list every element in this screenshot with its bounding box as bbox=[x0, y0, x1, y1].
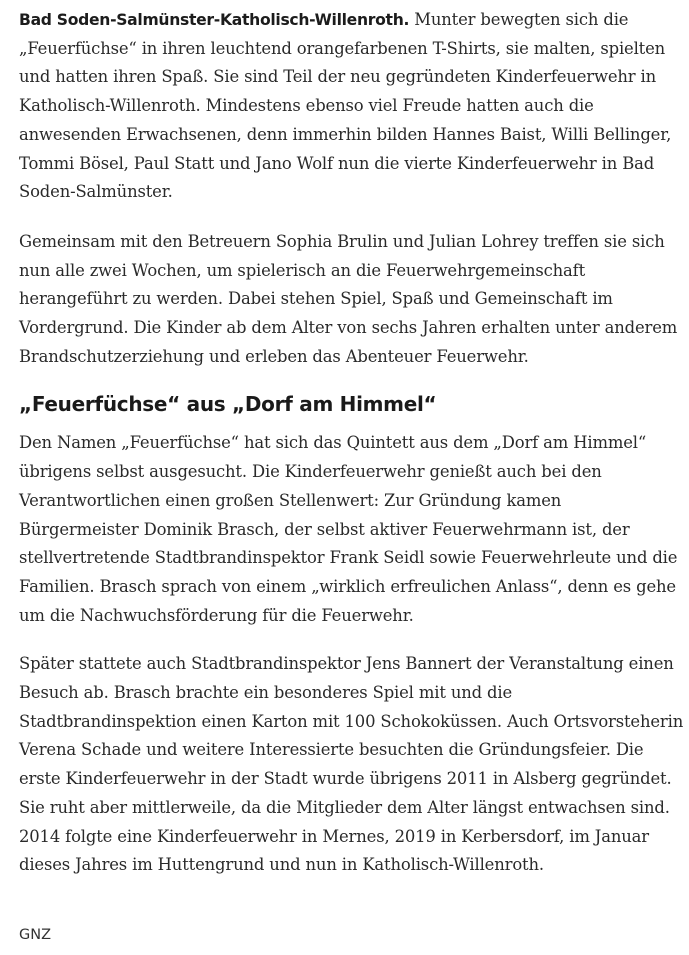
article-subheading: „Feuerfüchse“ aus „Dorf am Himmel“ bbox=[19, 392, 437, 417]
article-paragraph-3: Den Namen „Feuerfüchse“ hat sich das Quintett aus dem „Dorf am Himmel“ übrigens selbst ausgesucht. Die Kinderfeuerwehr genießt auch bei den Verantwortlichen einen großen Stellenwert: Zur Gründung kamen Bürgermeister Dominik Brasch, der selbst aktiver Feuerwehrmann ist, der stellvertretende Stadtbrandinspektor Frank Seidl sowie Feuerwehrleute und die Familien. Brasch sprach von einem „wirklich erfreulichen Anlass“, denn es gehe um die Nachwuchsförderung für die Feuerwehr. bbox=[19, 433, 678, 625]
source-credit: GNZ bbox=[19, 927, 52, 943]
article-paragraph-4: Später stattete auch Stadtbrandinspektor Jens Bannert der Veranstaltung einen Besuch ab. Brasch brachte ein besonderes Spiel mit und die Stadtbrandinspektion einen Karton mit 100 Schokoküssen. Auch Ortsvorsteherin Verena Schade und weitere Interessierte besuchten die Gründungsfeier. Die erste Kinderfeuerwehr in der Stadt wurde übrigens 2011 in Alsberg gegründet. Sie ruht aber mittlerweile, da die Mitglieder dem Alter längst entwachsen sind. 2014 folgte eine Kinderfeuerwehr in Mernes, 2019 in Kerbersdorf, im Januar dieses Jahres im Huttengrund und nun in Katholisch-Willenroth. bbox=[19, 654, 684, 875]
article-paragraph-2: Gemeinsam mit den Betreuern Sophia Brulin und Julian Lohrey treffen sie sich nun alle zwei Wochen, um spielerisch an die Feuerwehrgemeinschaft herangeführt zu werden. Dabei stehen Spiel, Spaß und Gemeinschaft im Vordergrund. Die Kinder ab dem Alter von sechs Jahren erhalten unter anderem Brandschutzerziehung und erleben das Abenteuer Feuerwehr. bbox=[19, 231, 678, 366]
dateline: Bad Soden-Salmünster-Katholisch-Willenroth. bbox=[19, 11, 410, 29]
article-body bbox=[19, 6, 684, 880]
paragraph-1-text: Munter bewegten sich die „Feuerfüchse“ in ihren leuchtend orangefarbenen T-Shirts, sie malten, spielten und hatten ihren Spaß. Sie sind Teil der neu gegründeten Kinderfeuerwehr in Katholisch-Willenroth. Mindestens ebenso viel Freude hatten auch die anwesenden Erwachsenen, denn immerhin bilden Hannes Baist, Willi Bellinger, Tommi Bösel, Paul Statt und Jano Wolf nun die vierte Kinderfeuerwehr in Bad Soden-Salmünster. bbox=[19, 10, 672, 202]
article-paragraph-1 bbox=[19, 6, 684, 207]
